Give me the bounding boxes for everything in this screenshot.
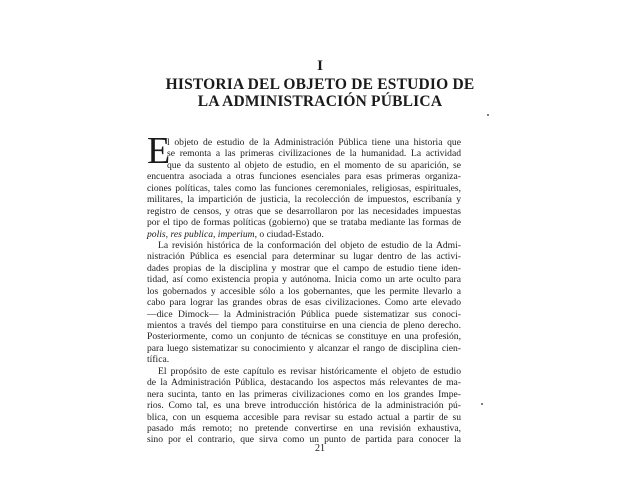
body-line: El propósito de este capítulo es revisar históricamente el objeto de estudio bbox=[158, 365, 461, 377]
body-line-italic-terms: polis, res publica, imperium, o ciudad-Estado. bbox=[147, 228, 324, 240]
chapter-title-line-1: HISTORIA DEL OBJETO DE ESTUDIO DE bbox=[165, 76, 475, 93]
chapter-title-line-2: LA ADMINISTRACIÓN PÚBLICA bbox=[197, 93, 443, 110]
body-line: se remonta a las primeras civilizaciones de la humanidad. La actividad bbox=[167, 148, 461, 160]
page-number: 21 bbox=[315, 443, 325, 454]
body-line: blica, con un esquema accesible para revisar su estado actual a partir de su bbox=[147, 411, 461, 423]
body-line: Posteriormente, como un conjunto de técnicas se constituye en una profesión, bbox=[147, 331, 461, 343]
body-line: por el tipo de formas políticas (gobierno) que se trataba mediante las formas de bbox=[147, 217, 461, 229]
body-line: ciones políticas, tales como las funciones ceremoniales, religiosas, espirituales, bbox=[147, 182, 461, 194]
scan-speck bbox=[487, 114, 489, 116]
body-line: los gobernados y accesible sólo a los gobernantes, que les permite llevarlo a bbox=[147, 285, 461, 297]
chapter-number: I bbox=[317, 58, 323, 74]
body-line: nera sucinta, tanto en las primeras civilizaciones como en los grandes Impe- bbox=[147, 388, 461, 400]
body-line: La revisión histórica de la conformación del objeto de estudio de la Admi- bbox=[158, 239, 461, 251]
body-line: pasado más remoto; no pretende convertirse en una revisión exhaustiva, bbox=[147, 422, 461, 434]
drop-cap: E bbox=[147, 130, 171, 172]
body-line: tífica. bbox=[147, 354, 170, 366]
body-line: dades propias de la disciplina y mostrar que el campo de estudio tiene iden- bbox=[147, 262, 461, 274]
body-line: cabo para lograr las grandes obras de esas civilizaciones. Como arte elevado bbox=[147, 297, 461, 309]
body-line: para luego sistematizar su conocimiento y alcanzar el rango de disciplina cien- bbox=[147, 342, 461, 354]
scan-speck bbox=[481, 403, 483, 405]
body-line: —dice Dimock— la Administración Pública puede sistematizar sus conoci- bbox=[147, 308, 461, 320]
body-line: encuentra asociada a otras funciones esenciales para esas primeras organiza- bbox=[147, 171, 461, 183]
body-line: nistración Pública es esencial para determinar su lugar dentro de las activi- bbox=[147, 251, 461, 263]
chapter-title bbox=[0, 76, 640, 110]
body-line: de la Administración Pública, destacando los aspectos más relevantes de ma- bbox=[147, 377, 461, 389]
body-line: l objeto de estudio de la Administración Pública tiene una historia que bbox=[167, 137, 461, 148]
body-line: tidad, así como existencia propia y autónoma. Inicia como un arte oculto para bbox=[147, 274, 461, 286]
body-line: militares, la impartición de justicia, la recolección de impuestos, escribanía y bbox=[147, 194, 461, 206]
body-line: rios. Como tal, es una breve introducción histórica de la administración pú- bbox=[147, 400, 461, 412]
body-line: que da sustento al objeto de estudio, en el momento de su aparición, se bbox=[167, 159, 461, 171]
body-text bbox=[147, 137, 461, 446]
body-line: registro de censos, y otras que se desarrollaron por las necesidades impuestas bbox=[147, 205, 461, 217]
body-line: sino por el contrario, que sirva como un punto de partida para conocer la bbox=[147, 434, 461, 446]
body-line: mientos a través del tiempo para constituirse en una ciencia de pleno derecho. bbox=[147, 320, 461, 331]
